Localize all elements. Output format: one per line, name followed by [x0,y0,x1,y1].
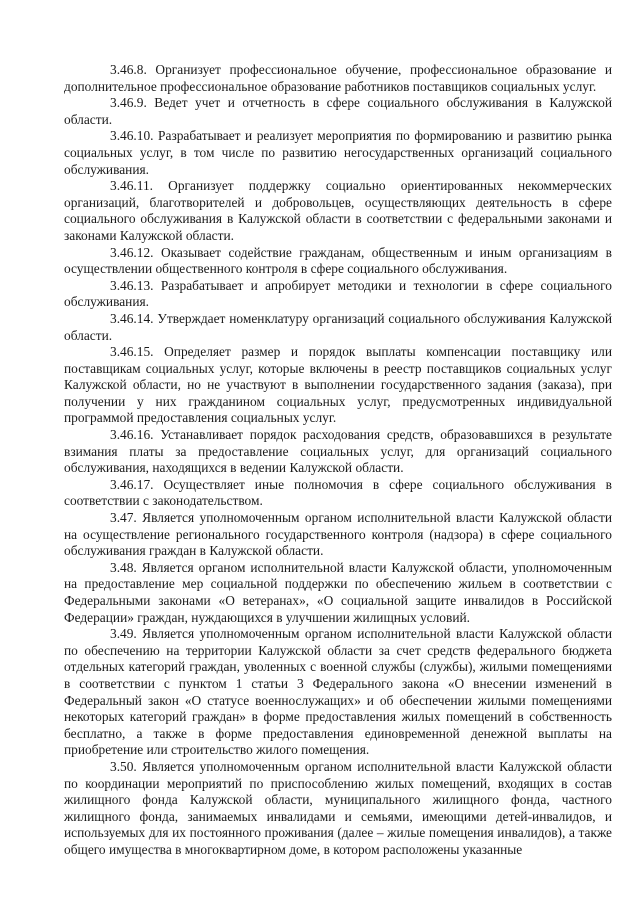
paragraph-3-46-12: 3.46.12. Оказывает содействие гражданам, общественным и иным организациям в осуществлении общественного контроля в сфере социального обслуживания. [64,244,612,277]
paragraph-3-46-13: 3.46.13. Разрабатывает и апробирует методики и технологии в сфере социального обслуживания. [64,277,612,310]
document-page [64,62,612,859]
paragraph-3-46-17: 3.46.17. Осуществляет иные полномочия в сфере социального обслуживания в соответствии с законодательством. [64,476,612,509]
paragraph-3-47: 3.47. Является уполномоченным органом исполнительной власти Калужской области на осуществление регионального государственного контроля (надзора) в сфере социального обслуживания граждан в Калужской области. [64,510,612,559]
paragraph-3-46-14: 3.46.14. Утверждает номенклатуру организаций социального обслуживания Калужской области. [64,310,612,343]
paragraph-3-46-16: 3.46.16. Устанавливает порядок расходования средств, образовавшихся в результате взимания платы за предоставление социальных услуг, для организаций социального обслуживания, находящихся в ведении Калужской области. [64,427,612,476]
paragraph-3-46-8: 3.46.8. Организует профессиональное обучение, профессиональное образование и дополнительное профессиональное образование работников поставщиков социальных услуг. [64,62,612,94]
paragraph-3-50: 3.50. Является уполномоченным органом исполнительной власти Калужской области по координации мероприятий по приспособлению жилых помещений, входящих в состав жилищного фонда Калужской области, муниципального жилищного фонда, частного жилищного фонда, занимаемых инвалидами и семьями, имеющими детей-инвалидов, и используемых для их постоянного проживания (далее – жилые помещения инвалидов), а также общего имущества в многоквартирном доме, в котором расположены указанные [64,758,612,857]
paragraph-3-46-11: 3.46.11. Организует поддержку социально ориентированных некоммерческих организаций, благотворителей и добровольцев, осуществляющих деятельность в сфере социального обслуживания в Калужской области в соответствии с федеральными законами и законами Калужской области. [64,178,612,243]
paragraph-3-48: 3.48. Является органом исполнительной власти Калужской области, уполномоченным на предоставление мер социальной поддержки по обеспечению жильем в соответствии с Федеральными законами «О ветеранах», «О социальной защите инвалидов в Российской Федерации» граждан, нуждающихся в улучшении жилищных условий. [64,559,612,625]
paragraph-3-46-9: 3.46.9. Ведет учет и отчетность в сфере социального обслуживания в Калужской области. [64,95,612,127]
paragraph-3-46-10: 3.46.10. Разрабатывает и реализует мероприятия по формированию и развитию рынка социальных услуг, в том числе по развитию негосударственных организаций социального обслуживания. [64,128,612,177]
paragraph-3-49: 3.49. Является уполномоченным органом исполнительной власти Калужской области по обеспечению на территории Калужской области за счет средств федерального бюджета отдельных категорий граждан, уволенных с военной службы (службы), жилыми помещениями в соответствии с пунктом 1 статьи 3 Федерального закона «О внесении изменений в Федеральный закон «О статусе военнослужащих» и об обеспечении жилыми помещениями некоторых категорий граждан» в форме предоставления жилых помещений в собственность бесплатно, а также в форме предоставления единовременной денежной выплаты на приобретение или строительство жилого помещения. [64,626,612,758]
paragraph-3-46-15: 3.46.15. Определяет размер и порядок выплаты компенсации поставщику или поставщикам социальных услуг, которые включены в реестр поставщиков социальных услуг Калужской области, но не участвуют в выполнении государственного задания (заказа), при получении у них гражданином социальных услуг, предусмотренных индивидуальной программой предоставления социальных услуг. [64,344,612,426]
